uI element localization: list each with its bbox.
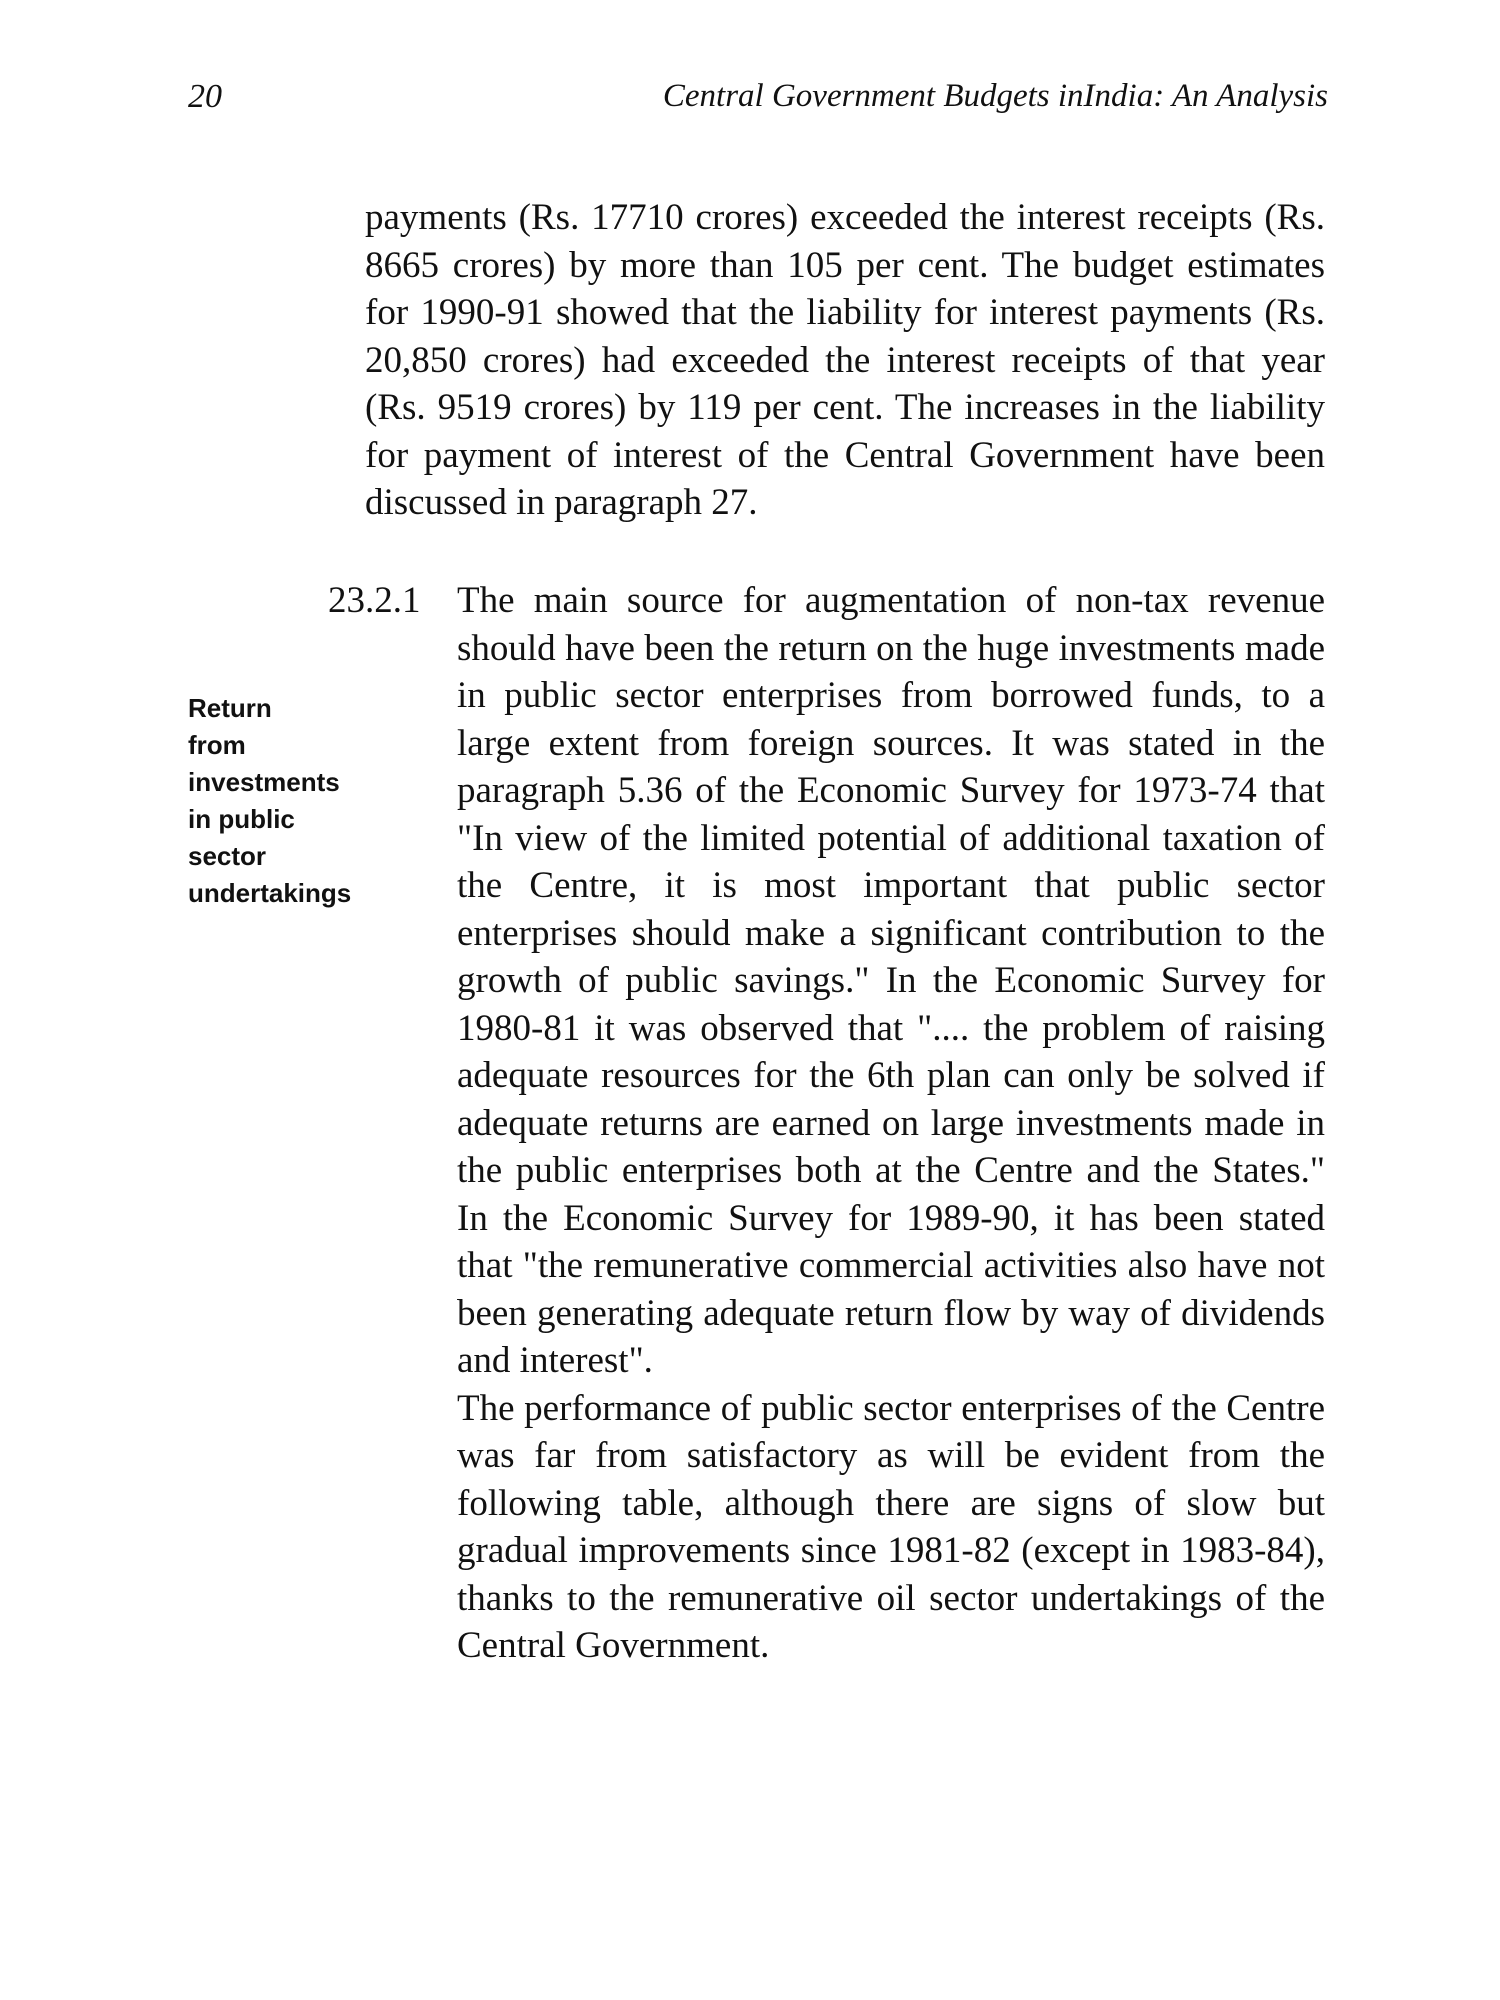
margin-note-line: undertakings: [188, 878, 352, 908]
intro-paragraph: payments (Rs. 17710 crores) exceeded the interest receipts (Rs. 8665 crores) by more than 105 per cent. The budget estimates for 1990-91 showed that the liability for interest payments (Rs. 20,850 crores) had exceeded the interest receipts of that year (Rs. 9519 crores) by 119 per cent. The increases in the liability for payment of interest of the Central Government have been discussed in paragraph 27.: [365, 197, 1325, 523]
page-number: 20: [188, 78, 222, 115]
section-number: 23.2.1: [328, 580, 421, 621]
section-content: [457, 577, 1325, 1670]
section-paragraph-2: The performance of public sector enterprises of the Centre was far from satisfactory as will be evident from the following table, although there are signs of slow but gradual improvements since 1981-82 (except in 1983-84), thanks to the remunerative oil sector undertakings of the Central Government.: [457, 1387, 1325, 1666]
margin-note-line: Return: [188, 693, 272, 723]
margin-note-line: sector: [188, 841, 267, 871]
margin-note-line: investments: [188, 767, 340, 797]
margin-note-line: in public: [188, 804, 295, 834]
section-paragraph-1: The main source for augmentation of non-tax revenue should have been the return on the huge investments made in public sector enterprises from borrowed funds, to a large extent from foreign sources. It was stated in the paragraph 5.36 of the Economic Survey for 1973-74 that "In view of the limited potential of additional taxation of the Centre, it is most important that public sector enterprises should make a significant contribution to the growth of public savings." In the Economic Survey for 1980-81 it was observed that ".... the problem of raising adequate resources for the 6th plan can only be solved if adequate returns are earned on large investments made in the public enterprises both at the Centre and the States." In the Economic Survey for 1989-90, it has been stated that "the remunerative commercial activities also have not been generating adequate return flow by way of dividends and interest".: [457, 580, 1325, 1381]
running-title: Central Government Budgets inIndia: An Analysis: [662, 78, 1328, 114]
margin-note: [188, 690, 378, 912]
margin-note-line: from: [188, 730, 246, 760]
